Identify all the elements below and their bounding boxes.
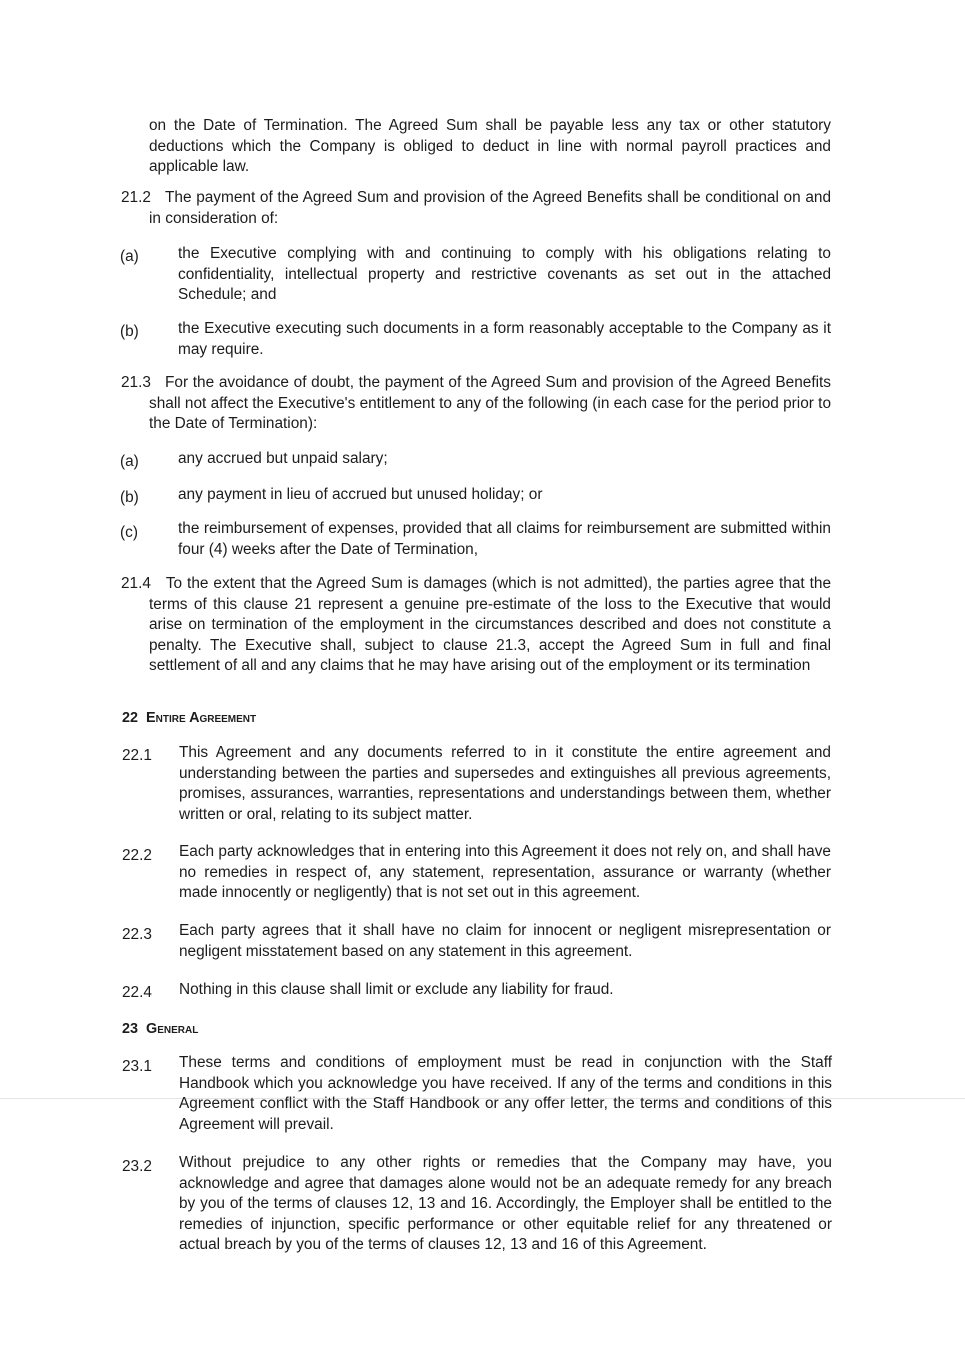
clause-21-3-item-c: the reimbursement of expenses, provided that all claims for reimbursement are submitted within four (4) weeks after the Date of Termination,: [178, 520, 831, 558]
item-label: (a): [120, 453, 139, 470]
clause-21-3-item-a: any accrued but unpaid salary;: [178, 450, 388, 467]
clause-number: 22.1: [122, 747, 152, 764]
clause-number: 23.1: [122, 1058, 152, 1075]
clause-number: 22.2: [122, 847, 152, 864]
item-label: (b): [120, 489, 139, 506]
section-title: Entire Agreement: [146, 710, 257, 726]
clause-number: 21.2: [121, 189, 151, 206]
item-label: (b): [120, 323, 139, 340]
clause-23-1: These terms and conditions of employment must be read in conjunction with the Staff Handbook which you acknowledge you have received. If any of the terms and conditions in this Agreement conflict with the Staff Handbook or any offer letter, the terms and conditions of this Agreement will prevail.: [179, 1054, 832, 1133]
clause-number: 22.3: [122, 926, 152, 943]
clause-22-1: This Agreement and any documents referred to in it constitute the entire agreement and understanding between the parties and supersedes and extinguishes all previous agreements, promises, assurances, warranties, representations and understandings between them, whether written or oral, relating to its subject matter.: [179, 744, 831, 823]
item-label: (c): [120, 524, 138, 541]
clause-22-2: Each party acknowledges that in entering into this Agreement it does not rely on, and shall have no remedies in respect of, any statement, representation, assurance or warranty (whether made innocently or negligently) that is not set out in this agreement.: [179, 843, 831, 901]
clause-text: The payment of the Agreed Sum and provision of the Agreed Benefits shall be conditional on and in consideration of:: [149, 189, 832, 227]
clause-21-3: [121, 373, 832, 435]
clause-21-3-item-b: any payment in lieu of accrued but unused holiday; or: [178, 486, 543, 503]
clause-number: 21.3: [121, 374, 151, 391]
section-title: General: [146, 1021, 199, 1037]
section-number: 22: [122, 710, 139, 726]
intro-paragraph: on the Date of Termination. The Agreed Sum shall be payable less any tax or other statutory deductions which the Company is obliged to deduct in line with normal payroll practices and applicable law.: [149, 117, 831, 175]
section-23-heading: [122, 1019, 198, 1040]
clause-number: 23.2: [122, 1158, 152, 1175]
clause-text: For the avoidance of doubt, the payment of the Agreed Sum and provision of the Agreed Benefits shall not affect the Executive's entitlement to any of the following (in each case for the period prior to the Date of Termination):: [149, 374, 832, 432]
clause-21-2-item-a: the Executive complying with and continuing to comply with his obligations relating to confidentiality, intellectual property and restrictive covenants as set out in the attached Schedule; and: [178, 245, 831, 303]
section-number: 23: [122, 1021, 139, 1037]
clause-21-2: [121, 188, 832, 229]
clause-number: 22.4: [122, 984, 152, 1001]
clause-21-2-item-b: the Executive executing such documents in a form reasonably acceptable to the Company as it may require.: [178, 320, 831, 358]
item-label: (a): [120, 248, 139, 265]
clause-21-4: [121, 574, 832, 677]
section-22-heading: [122, 708, 256, 729]
clause-23-2: Without prejudice to any other rights or remedies that the Company may have, you acknowledge and agree that damages alone would not be an adequate remedy for any breach by you of the terms of clauses 12, 13 and 16. Accordingly, the Employer shall be entitled to the remedies of injunction, specific performance or other equitable relief for any threatened or actual breach by you of the terms of clauses 12, 13 and 16 of this Agreement.: [179, 1154, 832, 1253]
clause-number: 21.4: [121, 575, 151, 592]
clause-22-3: Each party agrees that it shall have no claim for innocent or negligent misrepresentation or negligent misstatement based on any statement in this agreement.: [179, 922, 831, 960]
clause-text: To the extent that the Agreed Sum is damages (which is not admitted), the parties agree that the terms of this clause 21 represent a genuine pre-estimate of the loss to the Executive that would arise on termination of the employment in the circumstances described and does not constitute a penalty. The Executive shall, subject to clause 21.3, accept the Agreed Sum in full and final settlement of all and any claims that he may have arising out of the employment or its termination: [149, 575, 832, 674]
clause-22-4: Nothing in this clause shall limit or exclude any liability for fraud.: [179, 981, 614, 998]
